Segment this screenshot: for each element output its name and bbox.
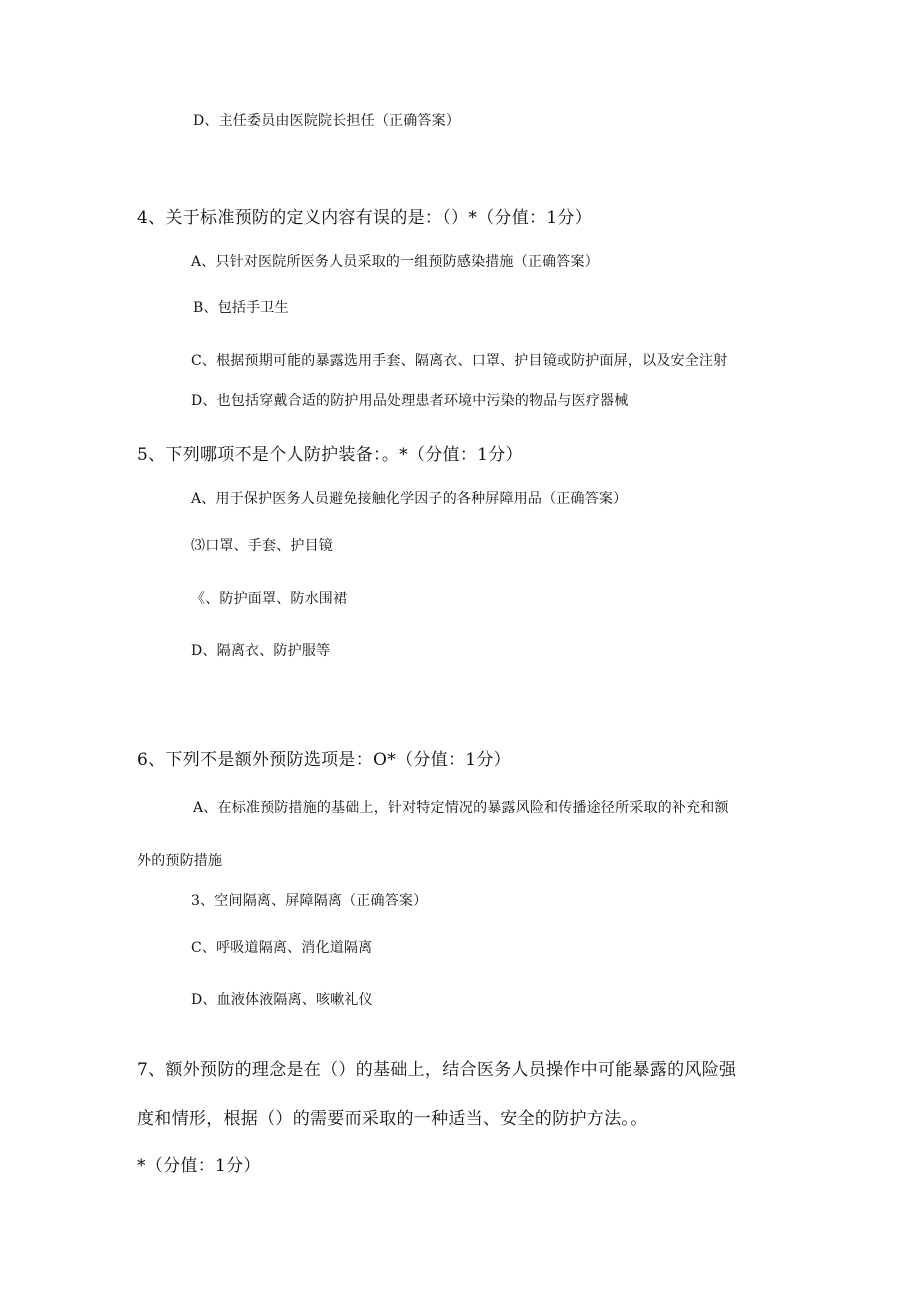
q6-option-a-line1: A、在标准预防措施的基础上，针对特定情况的暴露风险和传播途径所采取的补充和额 — [193, 800, 729, 816]
q4-option-d: D、也包括穿戴合适的防护用品处理患者环境中污染的物品与医疗器械 — [191, 393, 629, 409]
question-7-line2: 度和情形，根据（）的需要而采取的一种适当、安全的防护方法。。 — [137, 1109, 648, 1129]
q3-option-d: D、主任委员由医院院长担任（正确答案） — [193, 113, 461, 129]
question-7-line1: 7、额外预防的理念是在（）的基础上，结合医务人员操作中可能暴露的风险强 — [137, 1060, 737, 1080]
question-5: 5、下列哪项不是个人防护装备：。*（分值：1分） — [137, 445, 523, 465]
q5-option-d: D、隔离衣、防护服等 — [191, 643, 331, 659]
question-7-score: *（分值：1分） — [137, 1156, 261, 1176]
q6-option-a-line2: 外的预防措施 — [137, 853, 223, 869]
question-4: 4、关于标准预防的定义内容有误的是：（）*（分值：1分） — [137, 208, 593, 228]
q6-option-b: 3、空间隔离、屏障隔离（正确答案） — [191, 893, 428, 909]
q6-option-c: C、呼吸道隔离、消化道隔离 — [191, 940, 373, 956]
q4-option-b: B、包括手卫生 — [193, 300, 289, 316]
q5-option-a: A、用于保护医务人员避免接触化学因子的各种屏障用品（正确答案） — [191, 491, 628, 507]
q4-option-a: A、只针对医院所医务人员采取的一组预防感染措施（正确答案） — [191, 254, 599, 270]
q5-option-c: 《、防护面罩、防水围裙 — [191, 591, 348, 607]
question-6: 6、下列不是额外预防选项是：O*（分值：1分） — [137, 750, 511, 770]
q6-option-d: D、血液体液隔离、咳嗽礼仪 — [191, 992, 373, 1008]
q4-option-c: C、根据预期可能的暴露选用手套、隔离衣、口罩、护目镜或防护面屏，以及安全注射 — [191, 353, 728, 369]
q5-option-b: ⑶口罩、手套、护目镜 — [191, 538, 333, 554]
